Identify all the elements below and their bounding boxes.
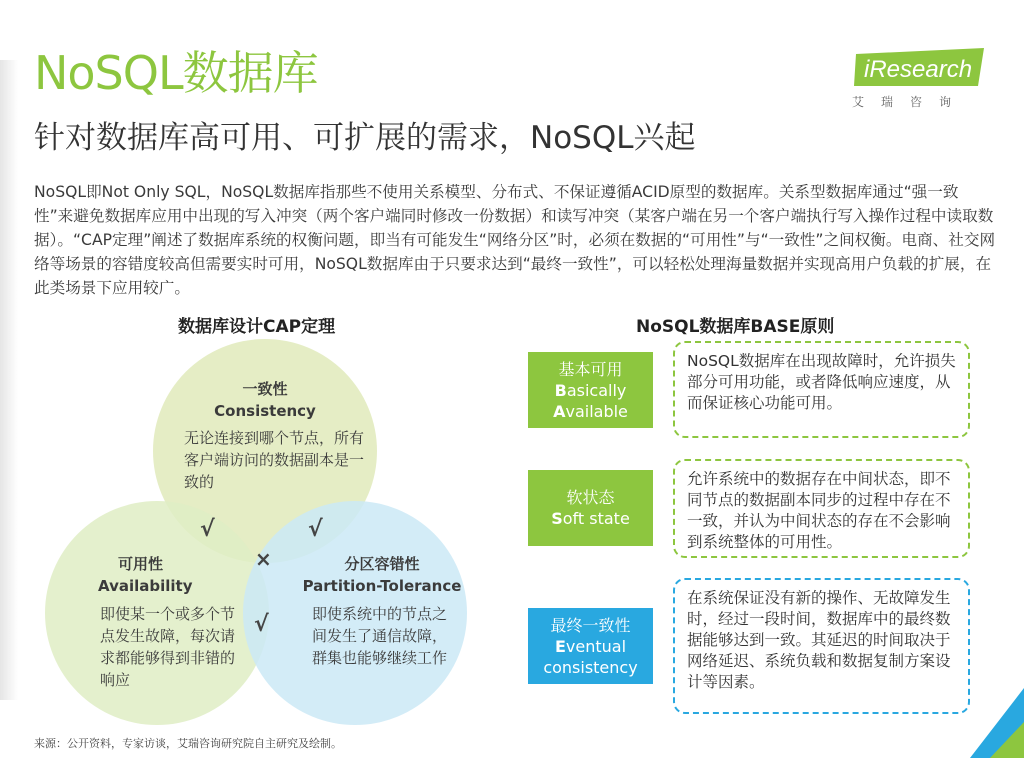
check-mark-ca: √ <box>200 517 215 542</box>
base-heading: NoSQL数据库BASE原则 <box>636 317 835 337</box>
base-label-en2: Available <box>553 401 628 421</box>
check-mark-ap: √ <box>254 612 269 637</box>
intro-paragraph: NoSQL即Not Only SQL，NoSQL数据库指那些不使用关系模型、分布式、不保证遵循ACID原型的数据库。关系型数据库通过“强一致性”来避免数据库应用中出现的写入冲突（两个客户端同时修改一份数据）和读写冲突（某客户端在另一个客户端执行写入操作过程中读取数据）。“CAP定理”阐述了数据库系统的权衡问题，即当有可能发生“网络分区”时，必须在数据的“可用性”与“一致性”之间权衡。电商、社交网络等场景的容错度较高但需要实时可用，NoSQL数据库由于只要求达到“最终一致性”，可以轻松处理海量数据并实现高用户负载的扩展，在此类场景下应用较广。 <box>34 183 996 297</box>
consistency-title-cn: 一致性 <box>242 380 288 398</box>
availability-title-cn: 可用性 <box>118 555 164 573</box>
cross-mark-center: × <box>255 547 272 571</box>
consistency-title-en: Consistency <box>214 402 316 420</box>
partition-title-cn: 分区容错性 <box>344 555 420 573</box>
base-desc-eventual-consistency: 在系统保证没有新的操作、无故障发生时，经过一段时间，数据库中的最终数据能够达到一致。其延迟的时间取决于网络延迟、系统负载和数据复制方案设计等因素。 <box>673 578 970 714</box>
logo-brand-cn: 艾瑞咨询 <box>852 95 969 109</box>
iresearch-logo <box>852 46 992 116</box>
consistency-desc: 无论连接到哪个节点，所有客户端访问的数据副本是一致的 <box>184 429 365 491</box>
corner-decoration <box>970 688 1024 758</box>
base-desc-basically-available: NoSQL数据库在出现故障时，允许损失部分可用功能，或者降低响应速度，从而保证核心功能可用。 <box>673 341 970 438</box>
availability-title <box>98 553 208 597</box>
availability-desc: 即使某一个或多个节点发生故障，每次请求都能够得到非错的响应 <box>100 605 236 689</box>
base-label-en: Eventual <box>554 636 627 656</box>
source-footer: 来源：公开资料，专家访谈，艾瑞咨询研究院自主研究及绘制。 <box>34 737 342 750</box>
partition-title <box>292 553 472 597</box>
base-label-en2: consistency <box>543 657 638 677</box>
logo-brand-text: iResearch <box>864 56 973 83</box>
consistency-title <box>190 378 340 422</box>
page-subtitle: 针对数据库高可用、可扩展的需求，NoSQL兴起 <box>34 120 696 156</box>
base-label-basically-available <box>528 352 653 428</box>
partition-desc: 即使系统中的节点之间发生了通信故障，群集也能够继续工作 <box>312 605 448 667</box>
base-label-cn: 最终一致性 <box>550 615 631 635</box>
base-label-en: Soft state <box>551 509 630 528</box>
base-label-soft-state <box>528 470 653 546</box>
base-label-cn: 基本可用 <box>558 359 623 379</box>
partition-title-en: Partition-Tolerance <box>302 577 462 595</box>
base-desc-soft-state: 允许系统中的数据存在中间状态，即不同节点的数据副本同步的过程中存在不一致，并认为中间状态的存在不会影响到系统整体的可用性。 <box>673 459 970 558</box>
check-mark-cp: √ <box>308 517 323 542</box>
availability-title-en: Availability <box>98 577 193 595</box>
page-title: NoSQL数据库 <box>34 46 318 100</box>
base-label-eventual-consistency <box>528 608 653 684</box>
base-label-en: Basically <box>554 380 627 400</box>
iresearch-logo-mark <box>852 46 992 91</box>
cap-heading: 数据库设计CAP定理 <box>178 317 336 337</box>
base-label-cn: 软状态 <box>566 488 615 507</box>
